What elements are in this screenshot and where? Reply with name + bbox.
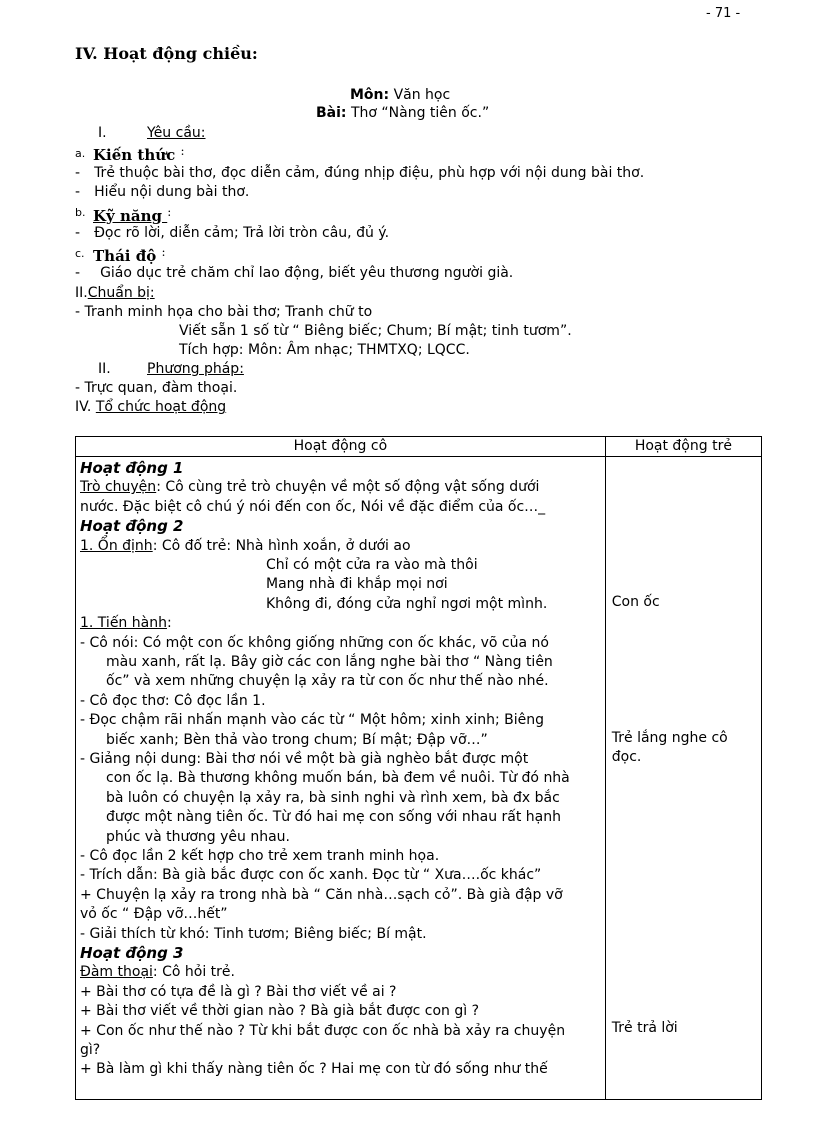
teacher-line-text: Đàm thoại — [80, 964, 153, 981]
thai-do-item-1-text: Giáo dục trẻ chăm chỉ lao động, biết yêu thương người già. — [100, 265, 514, 281]
teacher-line-text: Chỉ có một cửa ra vào mà thôi — [266, 557, 478, 573]
lesson-value: Thơ “Nàng tiên ốc.” — [350, 105, 490, 121]
teacher-line — [80, 711, 544, 730]
prep-line-2: Viết sẵn 1 số từ “ Biêng biếc; Chum; Bí mật; tinh tươm”. — [179, 323, 572, 339]
page-number: - 71 - — [706, 6, 741, 21]
teacher-line — [106, 828, 290, 847]
teacher-activity-cell — [76, 457, 605, 1099]
teacher-line — [80, 983, 397, 1002]
child-response-2a: Trẻ lắng nghe cô — [611, 730, 728, 746]
teacher-line-text: bà luôn có chuyện lạ xảy ra, bà sinh nghi và rình xem, bà đx bắc — [106, 789, 560, 806]
teacher-line — [106, 653, 553, 672]
teacher-line-text: + Bà làm gì khi thấy nàng tiên ốc ? Hai mẹ con từ đó sống như thế — [80, 1061, 548, 1078]
teacher-line — [80, 1041, 100, 1060]
teacher-line — [266, 575, 448, 594]
thai-do-item-1: - Giáo dục trẻ chăm chỉ lao động, biết yêu thương người già. — [75, 265, 514, 281]
teacher-line — [80, 692, 266, 711]
teacher-line — [80, 498, 545, 517]
kien-thuc-item-2-text: Hiểu nội dung bài thơ. — [94, 184, 250, 200]
requirements-num: I. — [98, 125, 107, 141]
teacher-line-text: + Bài thơ viết về thời gian nào ? Bà già bắt được con gì ? — [80, 1003, 480, 1020]
heading-ky-nang-colon: : — [167, 205, 172, 219]
teacher-line-text: Mang nhà đi khắp mọi nơi — [266, 576, 448, 593]
requirements-title: Yêu cầu: — [147, 125, 206, 141]
teacher-line-text: được một nàng tiên ốc. Từ đó hai mẹ con sống với nhau rất hạnh — [106, 809, 561, 826]
teacher-line — [80, 1002, 479, 1021]
teacher-line — [106, 789, 560, 808]
activity-table — [75, 436, 762, 1100]
marker-b: b. — [75, 206, 86, 219]
method-num: II. — [98, 361, 111, 377]
heading-kien-thuc — [93, 146, 185, 166]
teacher-line — [80, 886, 563, 905]
teacher-line-text: - Đọc chậm rãi nhấn mạnh vào các từ “ Một hôm; xinh xinh; Biêng — [80, 712, 545, 729]
teacher-line-rest: : Cô hỏi trẻ. — [152, 964, 235, 981]
child-response-2b: đọc. — [611, 749, 642, 765]
teacher-line — [106, 769, 570, 788]
ky-nang-item-1: - Đọc rõ lời, diễn cảm; Trả lời tròn câu, đủ ý. — [75, 225, 390, 241]
teacher-line-rest: : — [166, 615, 172, 632]
teacher-line-text: biếc xanh; Bèn thả vào trong chum; Bí mật; Đập vỡ…” — [106, 731, 488, 748]
teacher-line — [80, 847, 439, 866]
teacher-line-text: - Giảng nội dung: Bài thơ nói về một bà già nghèo bắt được một — [80, 751, 529, 767]
teacher-line — [80, 905, 228, 924]
marker-a: a. — [75, 147, 86, 160]
teacher-line-text: màu xanh, rất lạ. Bây giờ các con lắng nghe bài thơ “ Nàng tiên — [106, 654, 553, 670]
teacher-line-text: - Cô nói: Có một con ốc không giống những con ốc khác, võ của nó — [80, 634, 549, 651]
teacher-line — [80, 478, 539, 497]
activity-heading: Hoạt động 3 — [80, 944, 184, 962]
teacher-line-text: - Cô đọc lần 2 kết hợp cho trẻ xem tranh minh họa. — [80, 848, 440, 864]
teacher-line-text: nước. Đặc biệt cô chú ý nói đến con ốc, Nói về đặc điểm của ốc…_ — [80, 498, 546, 515]
teacher-line — [266, 556, 478, 575]
prep-num: II. — [75, 285, 88, 301]
ky-nang-item-1-text: Đọc rõ lời, diễn cảm; Trả lời tròn câu, đủ ý. — [94, 225, 390, 241]
teacher-line-text: + Bài thơ có tựa đề là gì ? Bài thơ viết về ai ? — [80, 983, 397, 1000]
org-num: IV. — [75, 399, 92, 415]
teacher-line-text: Trò chuyện — [80, 479, 157, 496]
subject-label: Môn: — [350, 87, 390, 103]
teacher-line — [266, 595, 547, 614]
teacher-line — [80, 925, 427, 944]
teacher-line — [106, 731, 488, 750]
teacher-line — [80, 963, 235, 982]
teacher-line-text: - Giải thích từ khó: Tinh tươm; Biêng biếc; Bí mật. — [80, 925, 427, 942]
teacher-line-text: 1. Ổn định — [80, 537, 153, 554]
teacher-line-text: - Cô đọc thơ: Cô đọc lần 1. — [80, 692, 266, 709]
prep-line-3: Tích hợp: Môn: Âm nhạc; THMTXQ; LQCC. — [179, 342, 470, 358]
teacher-line-text: + Chuyện lạ xảy ra trong nhà bà “ Căn nhà…sạch cỏ”. Bà già đập vỡ — [80, 886, 563, 903]
teacher-line — [80, 614, 172, 633]
lesson-label: Bài: — [316, 105, 347, 121]
org-title: Tổ chức hoạt động — [95, 399, 227, 415]
kien-thuc-item-2: - Hiểu nội dung bài thơ. — [75, 184, 250, 200]
teacher-line-text: gì? — [80, 1042, 101, 1058]
child-activity-cell — [606, 457, 761, 1099]
prep-line-1: - Tranh minh họa cho bài thơ; Tranh chữ to — [75, 304, 373, 320]
heading-thai-do-colon: : — [161, 245, 166, 259]
teacher-line-text: + Con ốc như thế nào ? Từ khi bắt được con ốc nhà bà xảy ra chuyện — [80, 1022, 566, 1039]
teacher-line — [80, 750, 528, 769]
teacher-line-text: 1. Tiến hành — [80, 615, 167, 632]
child-response-1: Con ốc — [611, 594, 660, 610]
child-response-3: Trẻ trả lời — [611, 1020, 678, 1036]
method-line-1: - Trực quan, đàm thoại. — [75, 380, 238, 396]
teacher-line — [80, 634, 549, 653]
heading-kien-thuc-text: Kiến thức — [93, 146, 176, 164]
teacher-line — [80, 537, 411, 556]
prep-title: Chuẩn bị: — [87, 285, 155, 301]
teacher-line — [106, 808, 561, 827]
teacher-line-text: - Trích dẫn: Bà già bắc được con ốc xanh. Đọc từ “ Xưa….ốc khác” — [80, 867, 542, 884]
kien-thuc-item-1-text: Trẻ thuộc bài thơ, đọc diễn cảm, đúng nhịp điệu, phù hợp với nội dung bài thơ. — [94, 165, 645, 181]
teacher-line — [80, 1060, 548, 1079]
marker-c: c. — [75, 247, 85, 260]
teacher-line-text: ốc” và xem những chuyện lạ xảy ra từ con ốc như thế nào nhé. — [106, 673, 549, 690]
subject-value: Văn học — [393, 87, 451, 103]
heading-thai-do-text: Thái độ — [93, 247, 157, 265]
teacher-line — [80, 459, 184, 479]
teacher-line — [80, 944, 184, 964]
lesson-line — [316, 104, 489, 123]
subject-line — [350, 86, 450, 105]
activity-heading: Hoạt động 1 — [80, 459, 184, 477]
prep-heading — [75, 284, 155, 303]
heading-kien-thuc-colon: : — [180, 144, 185, 158]
teacher-line — [80, 517, 184, 537]
teacher-line — [80, 1022, 565, 1041]
teacher-line — [106, 672, 549, 691]
header-teacher-activity: Hoạt động cô — [76, 437, 606, 457]
teacher-line-text: vỏ ốc “ Đập vỡ…hết” — [80, 906, 228, 923]
teacher-line-text: con ốc lạ. Bà thương không muốn bán, bà đem về nuôi. Từ đó nhà — [106, 770, 570, 787]
teacher-line-text: Không đi, đóng cửa nghỉ ngơi một mình. — [266, 595, 548, 612]
heading-ky-nang-text: Kỹ năng — [93, 207, 162, 225]
teacher-line-text: phúc và thương yêu nhau. — [106, 828, 290, 845]
section-title: IV. Hoạt động chiều: — [75, 44, 258, 63]
activity-heading: Hoạt động 2 — [80, 517, 184, 536]
org-heading — [75, 398, 226, 417]
kien-thuc-item-1: - Trẻ thuộc bài thơ, đọc diễn cảm, đúng nhịp điệu, phù hợp với nội dung bài thơ. — [75, 165, 645, 181]
method-title: Phương pháp: — [147, 361, 244, 377]
teacher-line-rest: : Cô cùng trẻ trò chuyện về một số động vật sống dưới — [156, 479, 540, 496]
header-child-activity: Hoạt động trẻ — [605, 437, 761, 457]
teacher-line-rest: : Cô đố trẻ: Nhà hình xoắn, ở dưới ao — [152, 537, 411, 554]
teacher-line — [80, 866, 541, 885]
